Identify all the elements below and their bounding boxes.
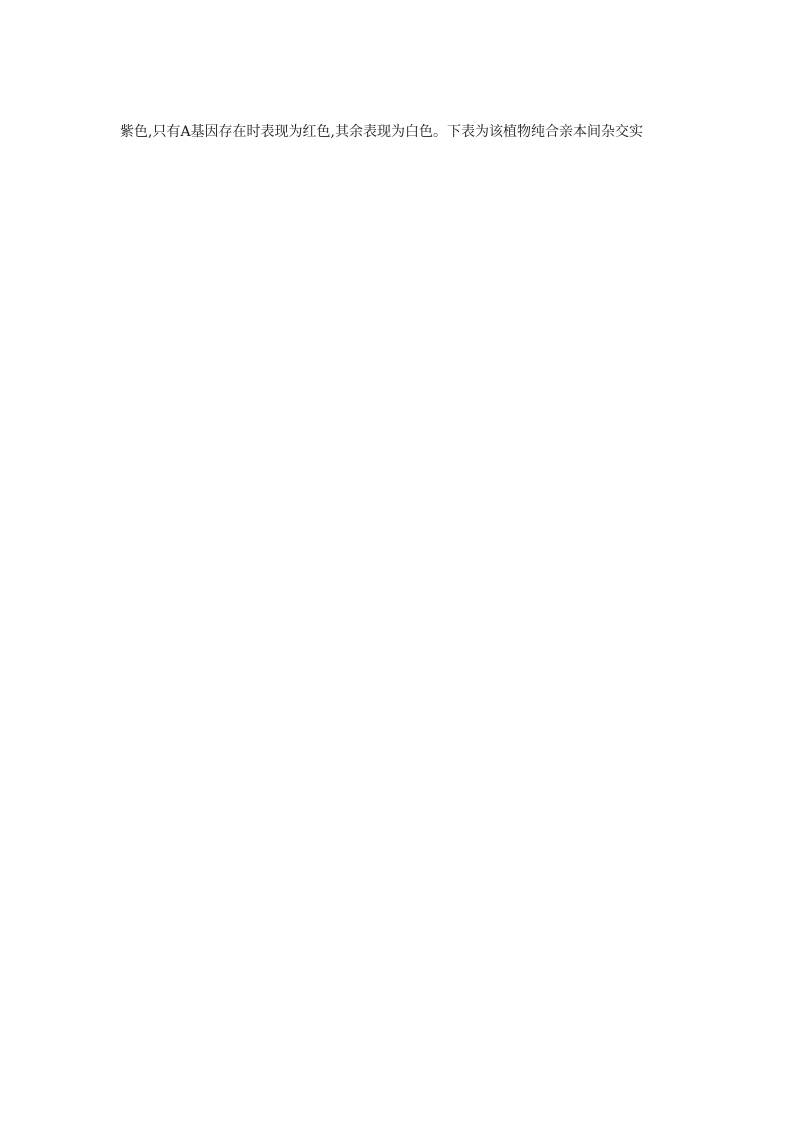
intro-line-1: 紫色,只有A基因存在时表现为红色,其余表现为白色。下表为该植物纯合亲本间杂交实 <box>120 124 644 140</box>
